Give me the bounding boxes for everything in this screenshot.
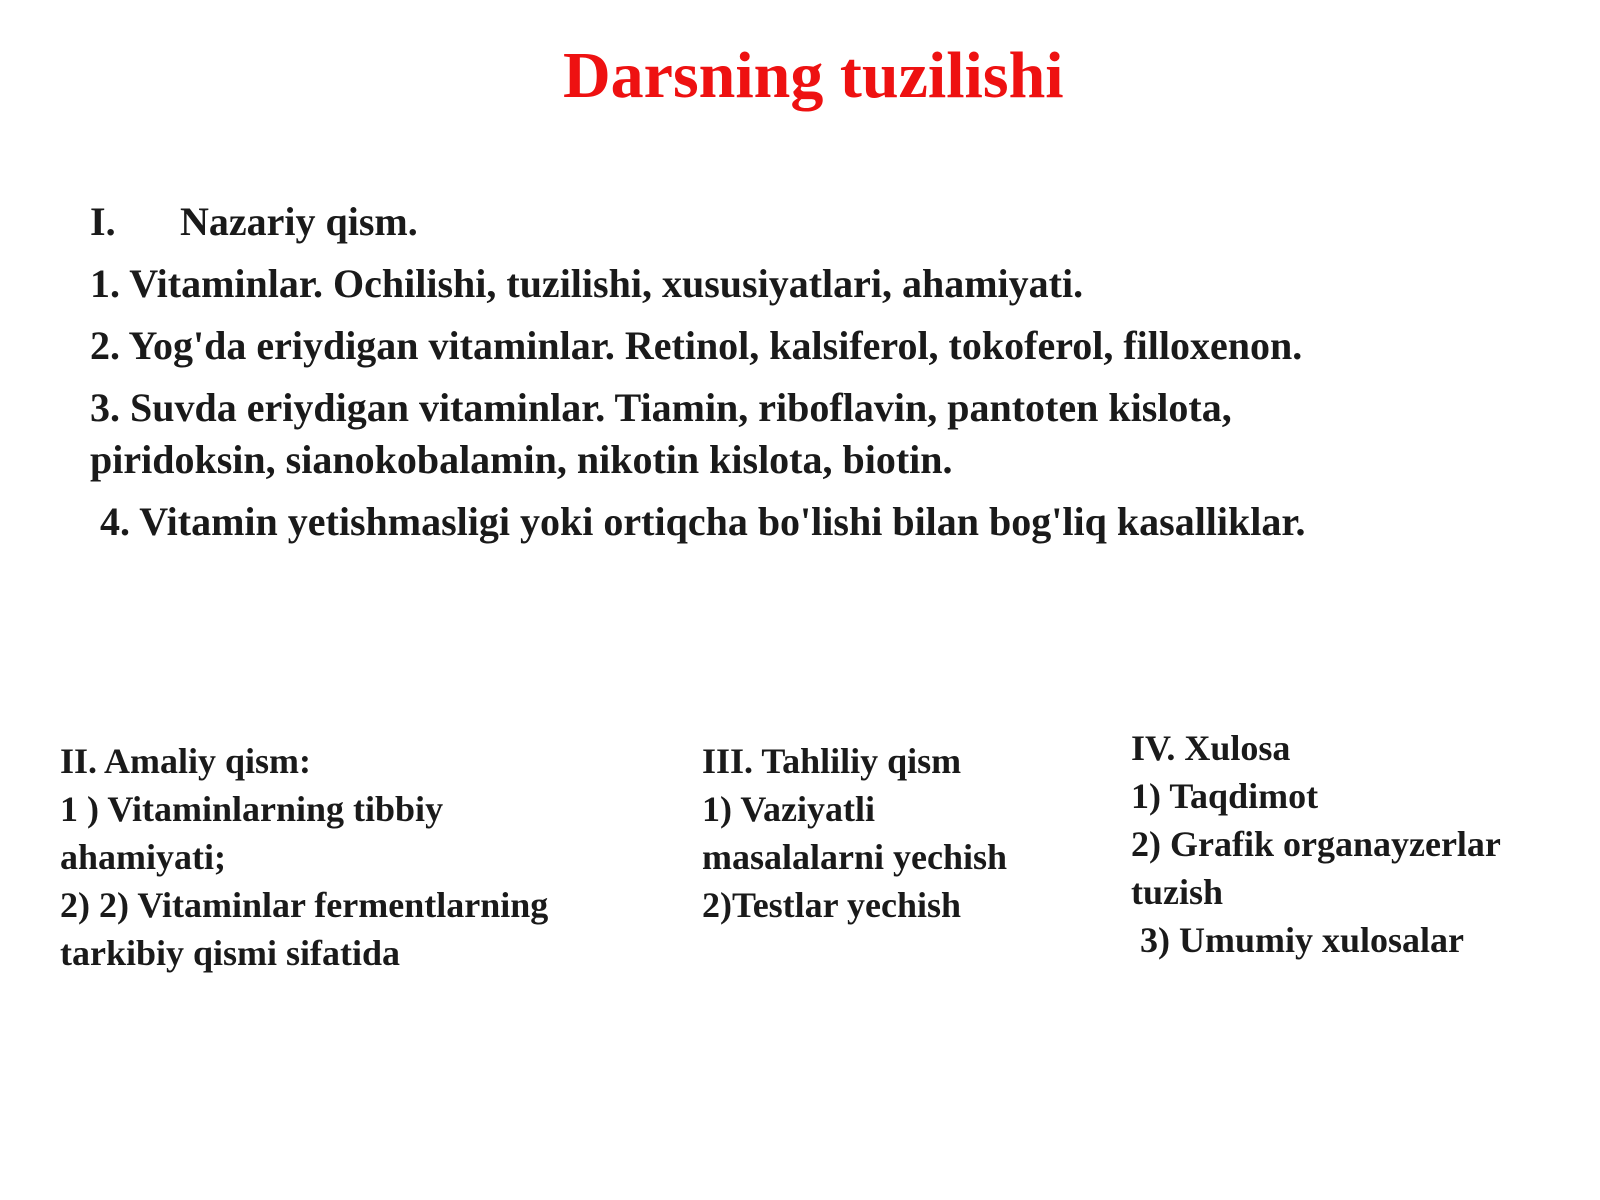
conclusion-item-2-continuation: tuzish <box>1131 872 1224 912</box>
practical-item-2-continuation: tarkibiy qismi sifatida <box>60 933 401 973</box>
analytical-item-1-continuation: masalalarni yechish <box>702 837 1008 877</box>
theory-section <box>90 196 1570 548</box>
conclusion-item-3: 3) Umumiy xulosalar <box>1131 920 1464 960</box>
page-title: Darsning tuzilishi <box>563 39 1064 112</box>
practical-item-1: 1 ) Vitaminlarning tibbiy <box>60 789 444 829</box>
theory-heading <box>90 196 1570 248</box>
practical-section <box>60 737 660 977</box>
practical-item-2: 2) 2) Vitaminlar fermentlarning <box>60 885 549 925</box>
theory-heading-text: Nazariy qism. <box>180 199 418 244</box>
conclusion-item-1: 1) Taqdimot <box>1131 776 1319 816</box>
conclusion-item-2: 2) Grafik organayzerlar <box>1131 824 1501 864</box>
analytical-item-2: 2)Testlar yechish <box>702 885 962 925</box>
theory-item-1: 1. Vitaminlar. Ochilishi, tuzilishi, xususiyatlari, ahamiyati. <box>90 261 1084 306</box>
analytical-section <box>702 737 1082 929</box>
analytical-item-1: 1) Vaziyatli <box>702 789 876 829</box>
theory-item-4: 4. Vitamin yetishmasligi yoki ortiqcha bo'lishi bilan bog'liq kasalliklar. <box>90 499 1306 544</box>
practical-heading: II. Amaliy qism: <box>60 741 312 781</box>
theory-item-3: 3. Suvda eriydigan vitaminlar. Tiamin, riboflavin, pantoten kislota, <box>90 385 1232 430</box>
practical-item-1-continuation: ahamiyati; <box>60 837 226 877</box>
theory-item-3-continuation: piridoksin, sianokobalamin, nikotin kislota, biotin. <box>90 437 953 482</box>
theory-numeral: I. <box>90 199 116 244</box>
conclusion-section <box>1131 724 1591 964</box>
theory-item-2: 2. Yog'da eriydigan vitaminlar. Retinol, kalsiferol, tokoferol, filloxenon. <box>90 323 1303 368</box>
analytical-heading: III. Tahliliy qism <box>702 741 962 781</box>
conclusion-heading: IV. Xulosa <box>1131 728 1291 768</box>
